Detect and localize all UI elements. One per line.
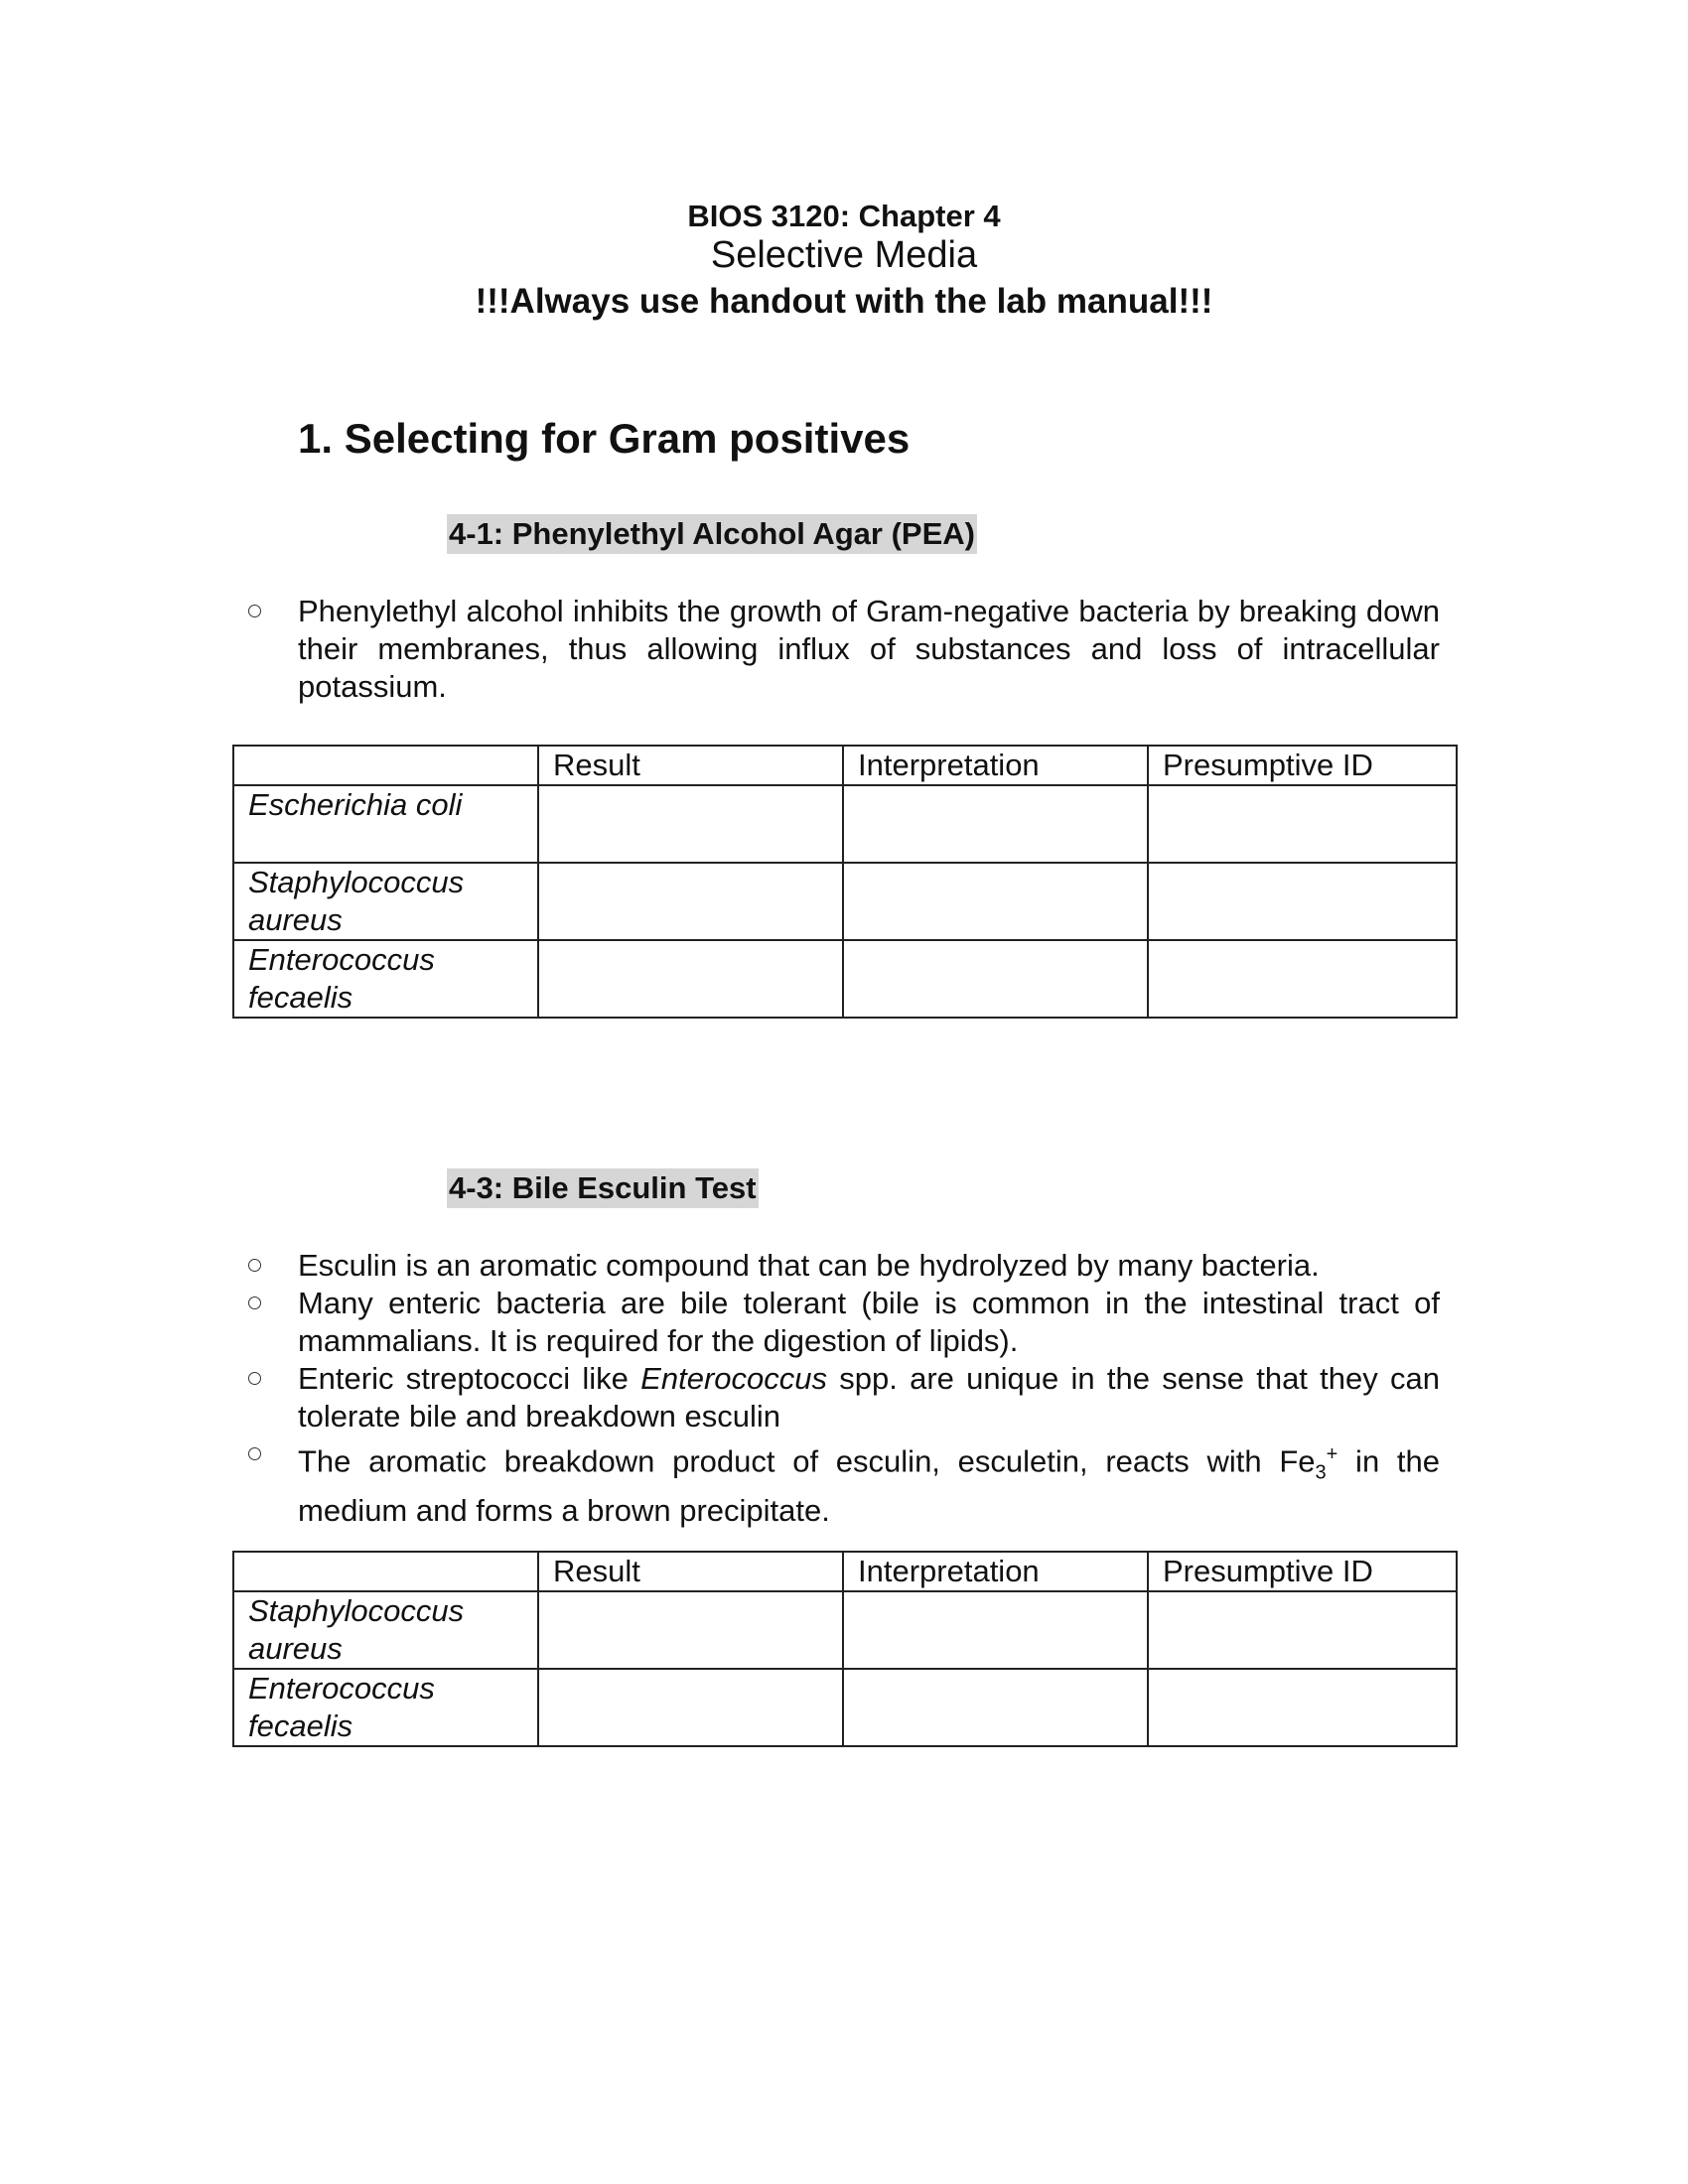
interpretation-cell[interactable] <box>843 940 1148 1018</box>
table-row <box>233 863 1457 940</box>
pea-results-table <box>232 745 1458 1019</box>
column-header-result: Result <box>538 746 843 785</box>
bullet-text-part: spp. are unique in the sense that they can tolerate bile and breakdown esculin <box>298 1361 1441 1433</box>
column-header-presumptive-id: Presumptive ID <box>1148 746 1457 785</box>
page-title: Selective Media <box>710 234 978 276</box>
table-header-row <box>233 746 1457 785</box>
organism-cell: Enterococcus fecaelis <box>233 1669 538 1746</box>
table-row <box>233 1591 1457 1669</box>
circle-bullet-icon <box>248 1447 261 1460</box>
result-cell[interactable] <box>538 863 843 940</box>
bullet-text-italic: Enterococcus <box>640 1361 827 1396</box>
circle-bullet-icon <box>248 1297 261 1309</box>
interpretation-cell[interactable] <box>843 1669 1148 1746</box>
column-header-organism <box>233 1552 538 1591</box>
presumptive-id-cell[interactable] <box>1148 940 1457 1018</box>
subscript: 3 <box>1315 1461 1327 1484</box>
interpretation-cell[interactable] <box>843 1591 1148 1669</box>
bullet-text-part: The aromatic breakdown product of esculin, esculetin, reacts with Fe <box>298 1443 1316 1479</box>
presumptive-id-cell[interactable] <box>1148 1591 1457 1669</box>
table-row <box>233 940 1457 1018</box>
subsection-heading-bile-esculin: 4-3: Bile Esculin Test <box>447 1168 759 1208</box>
column-header-interpretation: Interpretation <box>843 746 1148 785</box>
organism-cell: Escherichia coli <box>233 785 538 863</box>
table-row <box>233 1669 1457 1746</box>
column-header-organism <box>233 746 538 785</box>
result-cell[interactable] <box>538 785 843 863</box>
section-heading-gram-positives: 1. Selecting for Gram positives <box>298 415 911 462</box>
presumptive-id-cell[interactable] <box>1148 863 1457 940</box>
bile-results-table <box>232 1551 1458 1747</box>
subsection-heading-pea: 4-1: Phenylethyl Alcohol Agar (PEA) <box>447 514 977 554</box>
circle-bullet-icon <box>248 1259 261 1272</box>
list-item <box>238 1247 1440 1285</box>
column-header-presumptive-id: Presumptive ID <box>1148 1552 1457 1591</box>
bullet-text-part: in the medium and forms a brown precipitate. <box>298 1443 1440 1528</box>
organism-cell: Staphylococcus aureus <box>233 1591 538 1669</box>
presumptive-id-cell[interactable] <box>1148 1669 1457 1746</box>
circle-bullet-icon <box>248 605 261 617</box>
bullet-text-part: Enteric streptococci like <box>298 1361 641 1396</box>
list-item <box>238 1435 1440 1530</box>
bullet-text: Many enteric bacteria are bile tolerant (bile is common in the intestinal tract of mammalians. It is required for the digestion of lipids). <box>298 1286 1440 1358</box>
bile-bullet-list <box>238 1247 1440 1530</box>
superscript: + <box>1326 1443 1338 1465</box>
result-cell[interactable] <box>538 940 843 1018</box>
interpretation-cell[interactable] <box>843 863 1148 940</box>
circle-bullet-icon <box>248 1372 261 1385</box>
bullet-text: Phenylethyl alcohol inhibits the growth of Gram-negative bacteria by breaking down their membranes, thus allowing influx of substances and loss of intracellular potassium. <box>298 594 1440 704</box>
bullet-text: Esculin is an aromatic compound that can be hydrolyzed by many bacteria. <box>298 1248 1320 1283</box>
list-item <box>238 1360 1440 1435</box>
table-row <box>233 785 1457 863</box>
warning-note: !!!Always use handout with the lab manual!!! <box>475 282 1213 321</box>
organism-cell: Staphylococcus aureus <box>233 863 538 940</box>
result-cell[interactable] <box>538 1591 843 1669</box>
list-item <box>238 1285 1440 1360</box>
column-header-interpretation: Interpretation <box>843 1552 1148 1591</box>
result-cell[interactable] <box>538 1669 843 1746</box>
column-header-result: Result <box>538 1552 843 1591</box>
table-header-row <box>233 1552 1457 1591</box>
organism-cell: Enterococcus fecaelis <box>233 940 538 1018</box>
presumptive-id-cell[interactable] <box>1148 785 1457 863</box>
interpretation-cell[interactable] <box>843 785 1148 863</box>
pea-bullet-list <box>238 593 1440 706</box>
list-item <box>238 593 1440 706</box>
course-title: BIOS 3120: Chapter 4 <box>687 199 1001 233</box>
